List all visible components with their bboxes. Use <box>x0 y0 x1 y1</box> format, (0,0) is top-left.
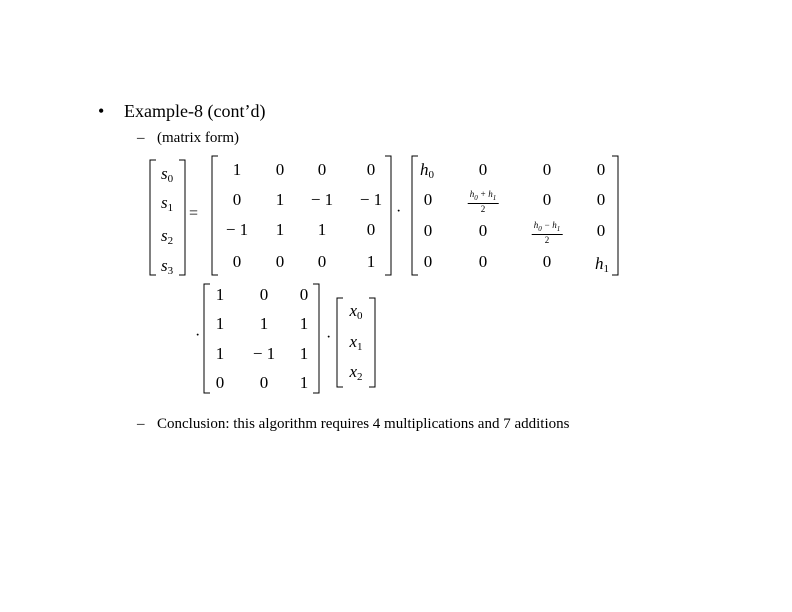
sub-bullet-dash: – <box>137 416 145 432</box>
matrix-b-cell: 1 <box>299 314 309 333</box>
multiply-dot: · <box>326 329 332 346</box>
matrix-b-cell: − 1 <box>252 344 276 363</box>
matrix-b-cell: 1 <box>299 373 309 392</box>
s0-entry: $s_0$ <box>160 164 174 185</box>
bracket-a-right <box>385 156 391 275</box>
matrix-h-cell: 0 <box>542 160 552 179</box>
matrix-a-cell: 1 <box>317 220 327 239</box>
matrix-a-cell: 0 <box>232 190 242 209</box>
h-diff-half-fraction: $\frac{h_0 - h_1}{2}$ <box>533 220 561 245</box>
bullet-marker: • <box>98 101 105 121</box>
matrix-h-cell: 0 <box>596 190 606 209</box>
equals-sign: = <box>189 205 199 222</box>
matrix-a-cell: 1 <box>275 220 285 239</box>
matrix-a-cell: 0 <box>366 220 376 239</box>
matrix-b-cell: 0 <box>299 285 309 304</box>
x0-entry: $x_0$ <box>349 301 363 322</box>
bracket-x-right <box>369 298 375 387</box>
matrix-h-cell: 0 <box>478 252 488 271</box>
h0-entry: $h_0$ <box>420 160 434 181</box>
multiply-dot: · <box>195 327 201 344</box>
matrix-a-cell: 1 <box>366 252 376 271</box>
matrix-b-cell: 1 <box>259 314 269 333</box>
matrix-a-cell: 0 <box>275 160 285 179</box>
multiply-dot: · <box>396 203 402 220</box>
matrix-a-cell: 0 <box>232 252 242 271</box>
matrix-a-cell: 0 <box>366 160 376 179</box>
h-sum-half-fraction: $\frac{h_0 + h_1}{2}$ <box>469 189 497 214</box>
matrix-h-cell: 0 <box>596 221 606 240</box>
matrix-h-cell: 0 <box>423 190 433 209</box>
matrix-b-cell: 0 <box>259 285 269 304</box>
bracket-s-left <box>150 160 156 275</box>
bracket-x-left <box>337 298 343 387</box>
matrix-h-cell: 0 <box>423 252 433 271</box>
x1-entry: $x_1$ <box>349 332 363 353</box>
matrix-b-cell: 1 <box>215 285 225 304</box>
conclusion-text: Conclusion: this algorithm requires 4 multiplications and 7 additions <box>157 416 570 432</box>
matrix-h-cell: 0 <box>478 221 488 240</box>
sub-bullet-dash: – <box>137 130 145 146</box>
matrix-a-cell: − 1 <box>359 190 383 209</box>
matrix-h-cell: 0 <box>542 190 552 209</box>
matrix-h-cell: 0 <box>542 252 552 271</box>
matrix-h-cell: 0 <box>423 221 433 240</box>
matrix-a-cell: 0 <box>317 160 327 179</box>
bracket-b-left <box>204 284 210 393</box>
matrix-a-cell: − 1 <box>310 190 334 209</box>
bracket-b-right <box>313 284 319 393</box>
matrix-a-cell: 0 <box>317 252 327 271</box>
slide-subtitle: (matrix form) <box>157 130 240 146</box>
matrix-h-cell: 0 <box>478 160 488 179</box>
matrix-a-cell: 0 <box>275 252 285 271</box>
bracket-a-left <box>212 156 218 275</box>
matrix-b-cell: 0 <box>259 373 269 392</box>
matrix-b-cell: 1 <box>299 344 309 363</box>
matrix-a-cell: − 1 <box>225 220 249 239</box>
slide-title: Example-8 (cont’d) <box>124 101 266 121</box>
s3-entry: $s_3$ <box>160 256 174 277</box>
bracket-h-right <box>612 156 618 275</box>
bracket-s-right <box>179 160 185 275</box>
x2-entry: $x_2$ <box>349 362 363 383</box>
s2-entry: $s_2$ <box>160 226 174 247</box>
bracket-h-left <box>412 156 418 275</box>
matrix-a-cell: 1 <box>275 190 285 209</box>
s1-entry: $s_1$ <box>160 193 174 214</box>
matrix-b-cell: 0 <box>215 373 225 392</box>
matrix-a-cell: 1 <box>232 160 242 179</box>
h1-entry: $h_1$ <box>595 254 609 275</box>
matrix-b-cell: 1 <box>215 314 225 333</box>
matrix-b-cell: 1 <box>215 344 225 363</box>
matrix-h-cell: 0 <box>596 160 606 179</box>
